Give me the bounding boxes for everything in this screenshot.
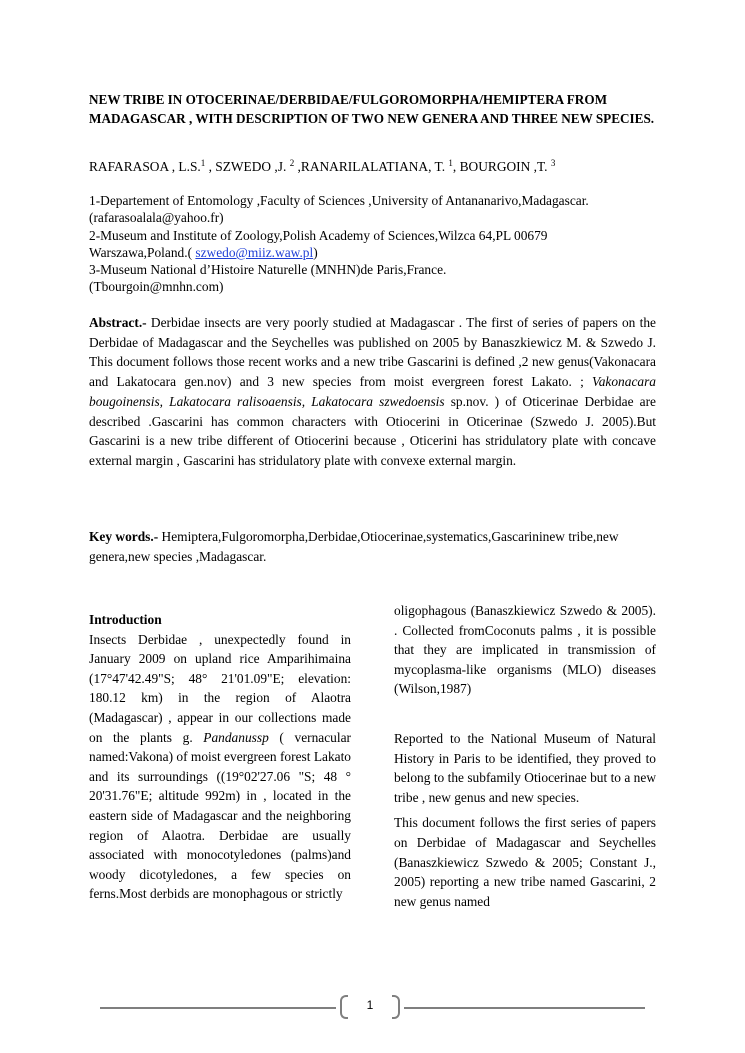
- abstract: [89, 313, 656, 471]
- affiliation-1-email: (rafarasoalala@yahoo.fr): [89, 210, 224, 226]
- introduction-paragraph-1: [89, 630, 351, 904]
- footer-rule-right: [404, 1007, 645, 1009]
- left-column: [89, 610, 351, 904]
- abstract-species: Vakonacara bougoinensis, Lakatocara ralisoaensis, Lakatocara szwedoensis: [89, 374, 656, 409]
- abstract-text: Derbidae insects are very poorly studied at Madagascar . The first of series of papers on the Derbidae of Madagascar and the Seychelles was published on 2005 by Banaszkiewicz M. & Szwedo J. This document follows those recent works and a new tribe Gascarini is defined ,2 new genus(Vakonacara and Lakatocara gen.nov) and 3 new species from moist evergreen forest Lakato. ;: [89, 315, 656, 390]
- page-number: 1: [366, 998, 374, 1012]
- keywords-label: Key words.-: [89, 529, 159, 544]
- footer-bracket-left: [340, 995, 348, 1019]
- footer-bracket-right: [392, 995, 400, 1019]
- intro-text-cont: ( vernacular named:Vakona) of moist evergreen forest Lakato and its surroundings ((19°02'27.06 "S; 48 ° 20'31.76"E; altitude 992m) in , located in the eastern side of Madagascar and the neighboring region of Alaotra. Derbidae are usually associated with monocotyledones (palms)and woody dicotyledones, a few species on ferns.Most derbids are monophagous or strictly: [89, 729, 351, 902]
- author-szwedo: , SZWEDO ,J.: [205, 159, 290, 174]
- email-link[interactable]: szwedo@miiz.waw.pl: [195, 244, 314, 260]
- introduction-paragraph-1-cont: oligophagous (Banaszkiewicz Szwedo & 2005). . Collected fromCoconuts palms , it is possible that they are implicated in transmission of mycoplasma-like organisms (MLO) diseases (Wilson,1987): [394, 603, 656, 697]
- keywords-text: Hemiptera,Fulgoromorpha,Derbidae,Otiocerinae,systematics,Gascarininew tribe,new genera,new species ,Madagascar.: [89, 529, 619, 564]
- introduction-paragraph-3: This document follows the first series of papers on Derbidae of Madagascar and Seychelles (Banaszkiewicz Szwedo & 2005; Constant J., 2005) reporting a new tribe named Gascarini, 2 new genus named: [394, 815, 656, 909]
- intro-genus: Pandanussp: [203, 729, 269, 745]
- affiliations: [89, 192, 656, 296]
- affiliation-1: 1-Departement of Entomology ,Faculty of Sciences ,University of Antananarivo,Madagascar.: [89, 193, 589, 208]
- affiliation-2-close: ): [313, 244, 318, 260]
- right-column: [394, 601, 656, 911]
- page-footer: [100, 995, 645, 1021]
- keywords: [89, 527, 656, 566]
- author-bourgoin: , BOURGOIN ,T.: [452, 159, 551, 174]
- footer-rule-left: [100, 1007, 336, 1009]
- affiliation-3-email: (Tbourgoin@mnhn.com): [89, 279, 224, 295]
- author-affiliation-mark: 3: [550, 158, 556, 168]
- abstract-label: Abstract.-: [89, 315, 147, 330]
- affiliation-2: 2-Museum and Institute of Zoology,Polish Academy of Sciences,Wilzca 64,PL 00679: [89, 227, 548, 243]
- introduction-paragraph-2: Reported to the National Museum of Natural History in Paris to be identified, they proved to belong to the subfamily Otiocerinae but to a new tribe , new genus and new species.: [394, 730, 656, 805]
- author-ranarilalatiana: ,RANARILALATIANA, T.: [294, 159, 449, 174]
- paper-title: NEW TRIBE IN OTOCERINAE/DERBIDAE/FULGOROMORPHA/HEMIPTERA FROM MADAGASCAR , WITH DESCRIPTION OF TWO NEW GENERA AND THREE NEW SPECIES.: [89, 92, 655, 126]
- intro-text: Insects Derbidae , unexpectedly found in January 2009 on upland rice Amparihimaina (17°47'42.49"S; 48° 21'01.09"E; elevation: 180.12 km) in the region of Alaotra (Madagascar) , appear in our collections made on the plants g.: [89, 631, 351, 745]
- author-affiliation-mark: 1: [200, 158, 206, 168]
- affiliation-2-city: Warszawa,Poland.(: [89, 244, 196, 260]
- author-affiliation-mark: 1: [448, 158, 453, 168]
- affiliation-3: 3-Museum National d’Histoire Naturelle (MNHN)de Paris,France.: [89, 262, 447, 278]
- affiliation-2-location: [89, 244, 656, 261]
- abstract-text-cont: sp.nov. ) of Oticerinae Derbidae are described .Gascarini has common characters with Otiocerini in Oticerinae (Szwedo J. 2005).But Gascarini is a new tribe different of Otiocerini because , Oticerini has stridulatory plate with concave external margin , Gascarini has stridulatory plate with convexe external margin.: [89, 393, 656, 468]
- introduction-heading: Introduction: [89, 612, 162, 627]
- author-list: [89, 158, 656, 176]
- author-rafarasoa: RAFARASOA , L.S.: [89, 159, 201, 174]
- author-affiliation-mark: 2: [289, 158, 295, 168]
